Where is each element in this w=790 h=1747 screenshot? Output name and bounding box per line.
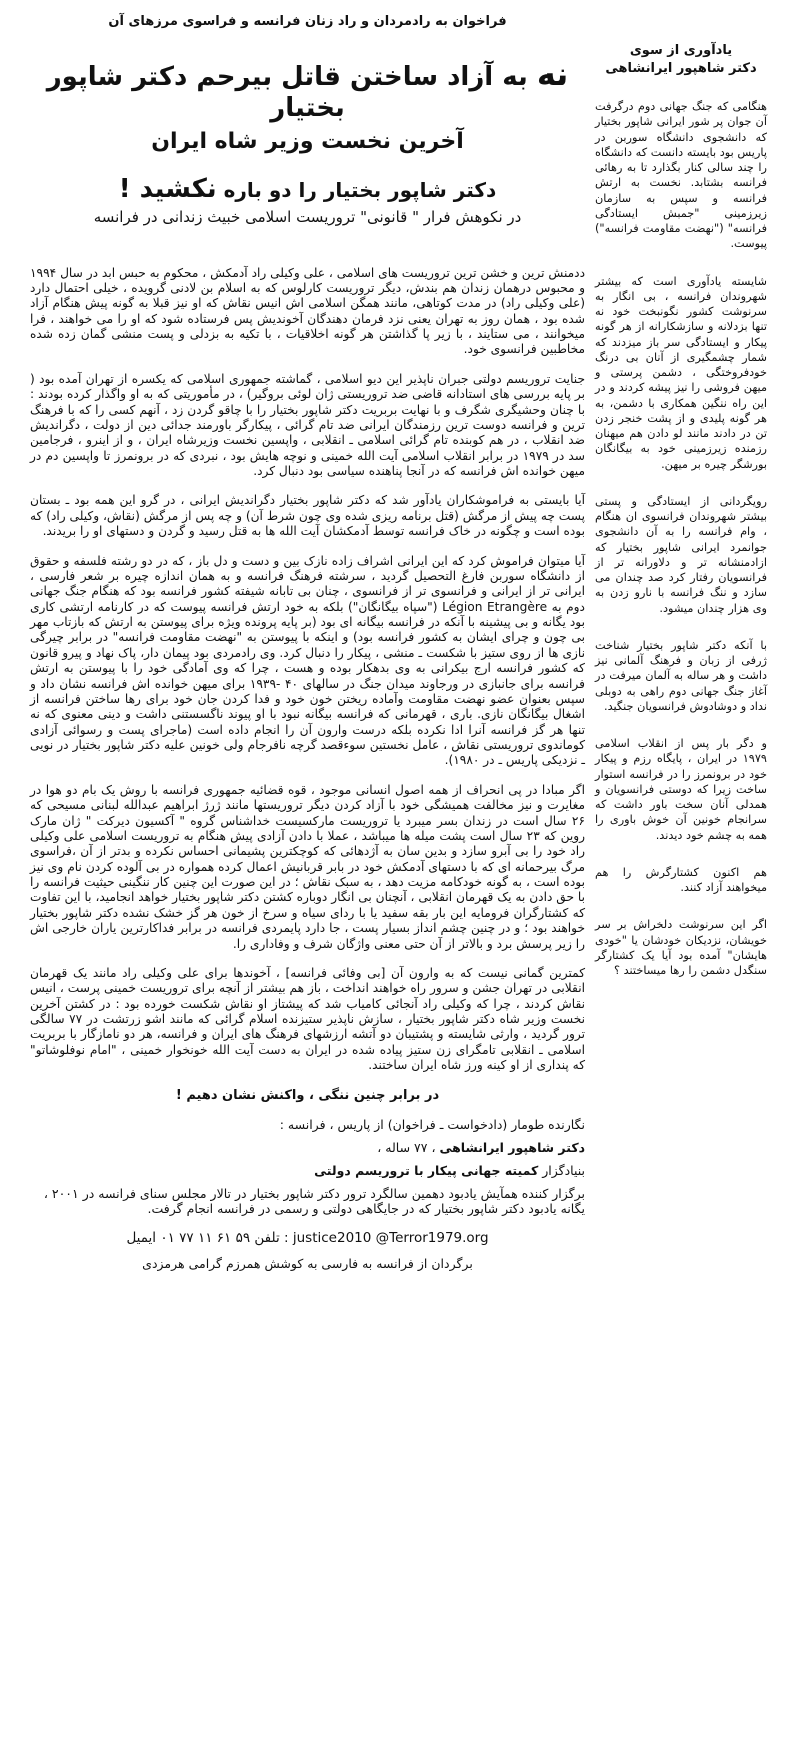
body-paragraph-3: آیا بایستی به فراموشکاران یادآور شد که دکتر شاپور بختیار دگراندیش ایرانی ، در گرو این همه بود ـ بستان پست چه پیش از مرگش (قتل برنامه ریزی شده وی چون شرط آن) و چه پس از مرگش (نقاش، وکیلی راد) که بوده است و چگونه در خاک فرانسه توسط آدمکشان آیت الله ها به قتل رسید و گردن و دستهای او را بریدند.	[30, 493, 585, 539]
call-to-action: در برابر چنین ننگی ، واکنش نشان دهیم !	[175, 1087, 440, 1103]
founder	[30, 1163, 585, 1178]
petitioner-label: نگارنده طومار (دادخواست ـ فراخوان) از پاریس ، فرانسه :	[279, 1116, 585, 1132]
body-paragraph-6: کمترین گمانی نیست که به وارون آن [بی وفائی فرانسه] ، آخوندها برای علی وکیلی راد مانند یک قهرمان انقلابی در تهران جشن و سرور راه خواهند انداخت ، باز هم بیشتر از آنچه برای تروریست خمینی پرست ، انیس نقاش کردند ، چرا که وکیلی راد آنجائی کامیاب شد که پیشتاز او نقاش شکست خورده بود : در کشتن آخرین نخست وزیر شاه دکتر شاپور بختیار ، سازش ناپذیر ستیزنده اسلام گرائی که مانند اشو زرتشت در ۷۷ سالگی ترور گردید ، وارثی شایسته و پشتیبان دو آتشه ارزشهای فرهنگ های ایران و فرانسه، هر دو نامازگار با بربریت اسلامی ـ انقلابی تامگرای زن ستیز پیاده شده در ایران به دست آیت الله خونخوار خمینی ، "امام نوفلوشاتو" که پنداری از او کینه ورز شاه ایران ساختند.	[30, 965, 586, 1073]
header-tagline: فراخوان به رادمردان و راد زنان فرانسه و فراسوی مرزهای آن	[108, 14, 507, 29]
sidebar-title-line1: یادآوری از سوی	[629, 43, 733, 58]
main-article	[30, 14, 585, 1739]
sidebar-title	[595, 42, 767, 77]
organizer-text: برگزار کننده همآیش یادبود دهمین سالگرد ترور دکتر شاپور بختیار در تالار مجلس سنای فرانسه در ۲۰۰۱ ، یگانه یادبود دکتر شاپور بختیار که در جایگاهی دولتی و رسمی در فرانسه انجام گرفت.	[43, 1185, 585, 1216]
sidebar-paragraph-2: شایسته یادآوری است که بیشتر شهروندان فرانسه ، بی انگار به سرنوشت کشور نگونبخت خود نه تنها بزدلانه و سازشکارانه از هر گونه پیکار و ایستادگی سر باز میزدند که شمار چشمگیری از آنان بی درنگ خودفروختگی ، دشمن پرستی و میهن فروشی را نیز پیشه کردند و در این راه ننگین همکاری با دشمن، به هر گونه پلیدی و از پشت خنجر زدن تن در دادند مانند لو دادن هم میهنان رزمنده زیرزمینی خود به بیگانگان بورشگر چیره بر میهن.	[595, 274, 767, 471]
petitioner-age: ، ۷۷ ساله ،	[377, 1139, 436, 1155]
page-title	[30, 55, 585, 125]
sidebar-paragraph-5: و دگر بار پس از انقلاب اسلامی ۱۹۷۹ در ایران ، پایگاه رزم و پیکار خود در برونمرز را در فرانسه استوار ساخت زیرا که دوستی فرانسویان و همدلی آنان سخت باور داشت که سرانجام خونین آن خوش باوری را همه به چشم خود دیدند.	[595, 737, 767, 842]
title-no-word: نه	[536, 55, 569, 93]
translation-credit: برگردان از فرانسه به فارسی به کوشش همرزم گرامی هرمزدی	[142, 1255, 473, 1271]
title-line1: به آزاد ساختن قاتل بیرحم دکتر شاپور بختیار	[46, 62, 528, 124]
founder-label: بنیادگزار	[542, 1162, 585, 1178]
sidebar	[595, 42, 767, 1332]
petitioner	[30, 1140, 585, 1155]
sidebar-paragraph-3: رویگردانی از ایستادگی و پستی بیشتر شهروندان فرانسوی ان هنگام ، وام فرانسه را به آن دانشجوی جوانمرد ایرانی شاپور بختیار که ازادمنشانه تر و دلاورانه تر از فرانسویان رفتار کرد صد چندان می سازد و ننگ فرانسه با نارو زدن به وی هزار چندان میشود.	[595, 494, 767, 615]
body-paragraph-5: اگر مبادا در پی انحراف از همه اصول انسانی موجود ، قوه قضائیه جمهوری فرانسه با روش یک بام دو هوا در مغایرت و نیز مخالفت همیشگی خود با آزاد کردن دیگر تروریستها مانند ژرژ ابراهیم عبدالله لبنانی مسیحی که ۲۶ سال است در زندان بسر میبرد یا تروریست مارکسیست خداشناس گروه " آکسیون دیرکت " ژان مارک روین که ۲۳ سال است پشت میله ها میباشد ، عملا با دادن آزادی پیش هنگام به تروریست اسلامی علی وکیلی راد خود را بی آبرو سازد و بدین سان به آژدهائی که کوچکترین پشیمانی احساس نکرده و بدتر از آن ،فراسوی مرگ بیرحمانه ای که با دستهای آدمکش خود در بابر قربانیش اعمال کرده همواره در بی آلوده کردن نام وی نیز بوده است ، به گونه خودکامه مزیت دهد ، به سبک نقاش ؛ در این صورت این چنین کار ننگینی حیثیت فرانسه را با حق دادن به یک قهرمان انقلابی ، آنچنان بی انگار دوباره کشتن دکتر شاپور بختیار خواهد انجامید، با این تفاوت که کشتارگران فرومایه این بار بقه سفید یا با ردای سیاه و سرخ از خون هر گز خشک نشده دکتر شاپور بختیار خواهند بود ؛ و در چنین چشم انداز بسیار پست ، جا دارد پایمردی فرانسه در برابر فداکارترین یاران خارجی اش را زیر پرسش برد و بالاتر از آن حتی معنی واژگان شرف و وفاداری را.	[30, 782, 586, 951]
sidebar-paragraph-7: اگر این سرنوشت دلخراش بر سر خویشان، نزدیکان خودشان یا "خودی هایشان" آمده بود آیا یک کشتارگر سنگدل دشمن را رها میساختند ؟	[595, 918, 767, 978]
body-paragraph-2: جنایت تروریسم دولتی جبران ناپذیر این دیو اسلامی ، گماشته جمهوری اسلامی که یکسره از تهران آمده بود ( بر پایه بررسی های استادانه قاضی ضد تروریستی ژان لوئی بروگیر) ، در مأموریتی که به او واگذار کرده بودند : با چنان وحشیگری شگرف و با نهایت بربریت دکتر شاپور بختیار را با چاقو گردن زد ، آنهم کسی را که با فرهنگ ترین و فرانسه دوست ترین رزمندگان ایرانی ضد تام گرائی ، پیکارگر باورمند جدائی دین از دولت ، دگراندیش ضد انقلاب ، در هم کوبنده تام گرائی اسلامی ـ انقلابی ، واپسین نخست وزیرشاه ایران ، و از اینرو ، فرجامین سد در ۱۹۷۹ در برابر انقلاب اسلامی آیت الله خمینی و نوچه هایش بود ، نبردی که در برونمرز تا واپسین دم در میهن خوانده اش فرانسه که در آنجا پناهنده سیاسی بود دنبال کرد.	[30, 371, 585, 479]
sidebar-paragraph-4: با آنکه دکتر شاپور بختیار شناخت ژرفی از زبان و فرهنگ آلمانی نیز داشت و هر ساله به آلمان میرفت در آغاز جنگ جهانی دوم راهی به دوبلی نداد و دوشادوش فرانسویان جنگید.	[595, 638, 767, 713]
subtitle-start: دکتر شاپور بختیار را دو باره	[223, 177, 497, 202]
title-line2: آخرین نخست وزیر شاه ایران	[151, 128, 464, 154]
body-paragraph-1: ددمنش ترین و خشن ترین تروریست های اسلامی ، علی وکیلی راد آدمکش ، محکوم به حبس ابد در سال ۱۹۹۴ و محبوس درهمان زندان هم بندش، دیگر تروریست کارلوس که به اسلام بن لادنی گرویده ، خیلی احتمال دارد (علی وکیلی راد) در مدت کوتاهی، مانند همگن اسلامی اش انیس نقاش که او نیز قبلا به گونه پیش هنگام آزاد شده بود ، همان روز به تهران یعنی نزد فرمان دهندگان آخوندیش پس فرستاده شود که او را می خواهند ، فرا میخوانند ، می ستایند ، با زیر پا گذاشتن هر گونه اخلاقیات ، با تکیه به بزدلی و پست منشی گمان زده شده مخاطبین فرانسوی خود.	[30, 265, 585, 357]
founder-name: کمیته جهانی پیکار با تروریسم دولتی	[314, 1162, 539, 1178]
sidebar-paragraph-6: هم اکنون کشتارگرش را هم میخواهند آزاد کنند.	[595, 865, 767, 895]
subtitle	[30, 174, 585, 204]
subtitle-big: نکشید !	[118, 173, 217, 204]
sidebar-paragraph-1: هنگامی که جنگ جهانی دوم درگرفت آن جوان پر شور ایرانی شاپور بختیار که دانشجوی دانشگاه سوربن در پاریس بود بایسته دانست که دانشگاه را چند سالی کنار بگذارد تا به رهائی فرانسه بشتابد. نخست به ارتش فرانسه و سپس به سازمان زیرزمینی "جمبش ایستادگی فرانسه" ("نهضت مقاومت فرانسه") پیوست.	[595, 100, 767, 251]
contact-line: تلفن ۵۹ ۶۱ ۱۱ ۷۷ ۰۱ ایمیل : justice2010 @Terror1979.org	[126, 1229, 489, 1246]
sidebar-title-line2: دکتر شاهپور ایرانشاهی	[605, 60, 757, 76]
petitioner-name: دکتر شاهپور ایرانشاهی	[439, 1139, 585, 1155]
body-paragraph-4: آیا میتوان فراموش کرد که این ایرانی اشراف زاده نازک بین و دست و دل باز ، که در دو رشته فلسفه و حقوق از دانشگاه سوربن فارغ التحصیل گردید ، سرشته فرهنگ فرانسه و به همان اندازه چیره بر شعر فارسی ، ایرانی تر از ایرانی و فرانسوی تر از فرانسوی ، چنان بی تابانه شیفته کشور فرانسه بود که هنگام جنگ جهانی دوم به Légion Etrangère ("سپاه بیگانگان") بلکه به خود ارتش فرانسه پیوست که در کارنامه ارتشی کاری بود یگانه و بی پیشینه با آنکه در فرانسه بیگانه ای بود (بر پایه پرونده ویژه برای پیوستن به ارتش که بازتاب مهر بی چون و چرای ایشان به کشور فرانسه بود) و اینکه با پیوستن به "نهضت مقاومت فرانسه" در برابر چیرگی نازی ها از روی ستیز با شکست ـ منشی ، پیکار را دنبال کرد. وی رادمردی بود پیمان دار، پاک نهاد و پیرو قانون که کشور فرانسه ارج بیکرانی به وی بدهکار بوده و هست ، چرا که وی آمادگی خود را با پیوستن به ارتش فرانسه برای جانبازی در ورجاوند میدان جنگ در سالهای ۴۰ -۱۹۳۹ برای میهن خوانده اش فرانسه نشان داد و سپس بعنوان عضو نهضت مقاومت وآماده ریختن خون خود و فدا کردن جان خود برای رها ساختن فرانسه از اشغال بیگانگان نازی. باری ، قهرمانی که فرانسه بیگانه نبود با او پیوند ناگسستنی داشت و دینی معنوی که نه تنها هر گز فرانسه آنرا ادا نکرده بلکه درست وارون آن را انجام داده است (ماجرای پست و رسوائی آزادی کوماندوی تروریستی نقاش ، عامل نخستین سوءقصد گرچه نافرجام ولی خونین علیه دکتر شاپور بختیار در نویی ـ نزدیکی پاریس ـ در ۱۹۸۰).	[30, 553, 585, 768]
subtitle-line2: در نکوهش فرار " قانونی" تروریست اسلامی خبیث زندانی در فرانسه	[93, 207, 522, 226]
